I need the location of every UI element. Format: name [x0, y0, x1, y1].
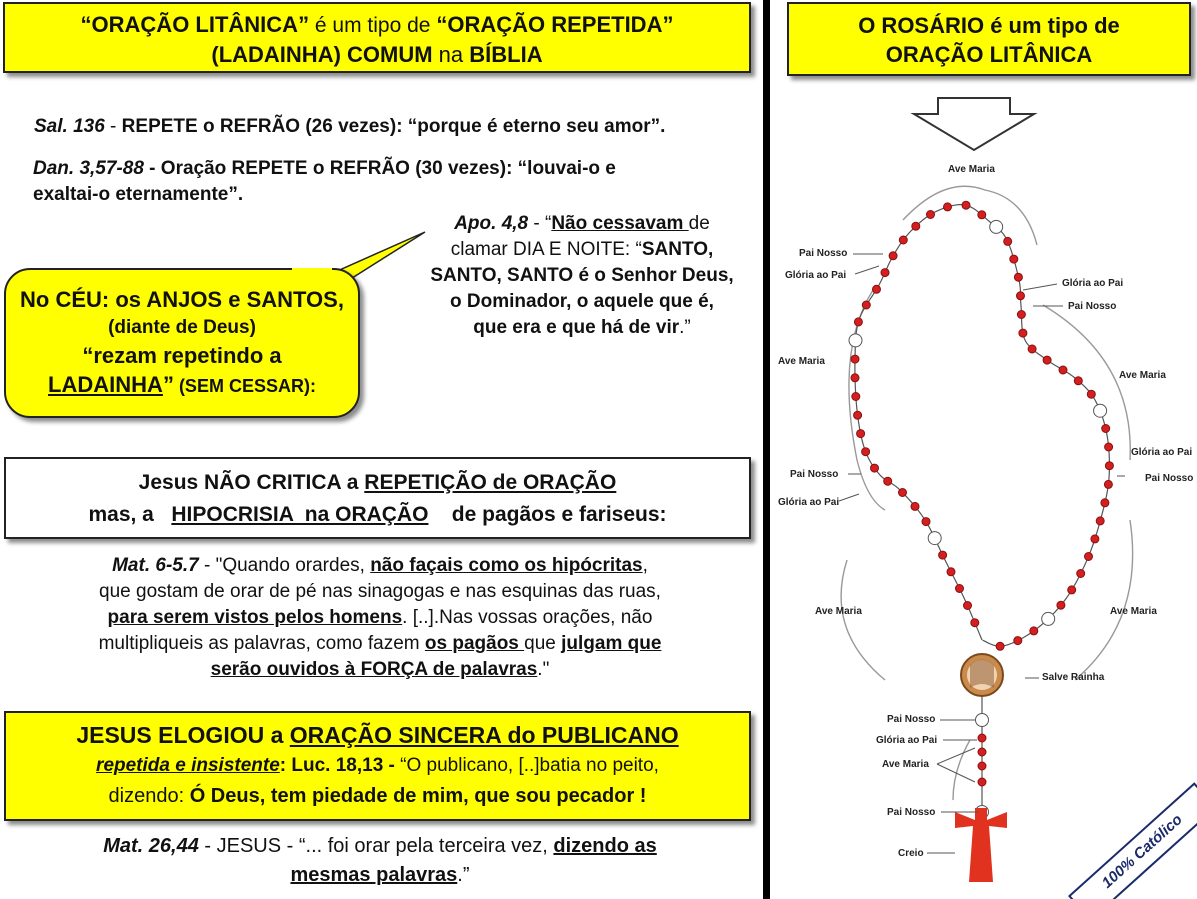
- bubble-seam: [292, 268, 332, 273]
- label-pai-stem2: Pai Nosso: [887, 807, 936, 818]
- header-left-box: [3, 2, 751, 73]
- mat26-verse: Mat. 26,44 - JESUS - “... foi orar pela terceira vez, dizendo as mesmas palavras.”: [103, 835, 657, 886]
- column-divider: [763, 0, 770, 899]
- header-left-line2: (LADAINHA) COMUM na BÍBLIA: [211, 42, 543, 67]
- header-right-box: O ROSÁRIO é um tipo de ORAÇÃO LITÂNICA: [787, 2, 1191, 76]
- ceu-bubble: No CÉU: os ANJOS e SANTOS, (diante de Deus) “rezam repetindo a LADAINHA” (SEM CESSAR):: [4, 268, 360, 418]
- label-gloria-right1: Glória ao Pai: [1062, 278, 1124, 289]
- label-pai-right2: Pai Nosso: [1145, 473, 1194, 484]
- label-ave-right1: Ave Maria: [1119, 370, 1166, 381]
- label-salve: Salve Rainha: [1042, 672, 1105, 683]
- label-pai-right1: Pai Nosso: [1068, 301, 1117, 312]
- label-ave-stem: Ave Maria: [882, 759, 929, 770]
- label-leader-lines: [775, 160, 1197, 899]
- label-gloria-left2: Glória ao Pai: [778, 497, 840, 508]
- label-gloria-left1: Glória ao Pai: [785, 270, 847, 281]
- down-arrow-icon: [910, 96, 1038, 152]
- label-ave-right2: Ave Maria: [1110, 606, 1157, 617]
- label-ave-top: Ave Maria: [948, 164, 995, 175]
- label-ave-left1: Ave Maria: [778, 356, 825, 367]
- header-left-line1: “ORAÇÃO LITÂNICA” é um tipo de “ORAÇÃO REPETIDA”: [80, 12, 674, 37]
- label-gloria-stem: Glória ao Pai: [876, 735, 938, 746]
- label-pai-left2: Pai Nosso: [790, 469, 839, 480]
- jesus-critica-box: Jesus NÃO CRITICA a REPETIÇÃO de ORAÇÃO mas, a HIPOCRISIA na ORAÇÃO de pagãos e fariseus:: [4, 457, 751, 539]
- label-pai-stem1: Pai Nosso: [887, 714, 936, 725]
- label-pai-left1: Pai Nosso: [799, 248, 848, 259]
- label-gloria-right2: Glória ao Pai: [1131, 447, 1193, 458]
- sal-136-verse: Sal. 136 - REPETE o REFRÃO (26 vezes): “porque é eterno seu amor”.: [34, 116, 666, 137]
- dan-verse: Dan. 3,57-88 - Oração REPETE o REFRÃO (30 vezes): “louvai-o e exaltai-o eternamente”.: [33, 158, 616, 205]
- label-creio: Creio: [898, 848, 924, 859]
- catholic-stamp: 100% Católico: [1068, 782, 1197, 899]
- publicano-box: JESUS ELOGIOU a ORAÇÃO SINCERA do PUBLICANO repetida e insistente: Luc. 18,13 - “O publicano, [..]batia no peito, dizendo: Ó Deus, tem piedade de mim, que sou pecador !: [4, 711, 751, 821]
- mat6-verse: Mat. 6-5.7 - "Quando orardes, não façais como os hipócritas, que gostam de orar de pé nas sinagogas e nas esquinas das ruas, para serem vistos pelos homens. [..].Nas vossas orações, não multipliqueis as palavras, como fazem os pagãos que julgam que serão ouvidos à FORÇA de palavras.": [98, 555, 662, 680]
- leader-lines-group: [839, 254, 1125, 853]
- label-ave-left2: Ave Maria: [815, 606, 862, 617]
- apo-verse: Apo. 4,8 - “Não cessavam de clamar DIA E NOITE: “SANTO, SANTO, SANTO é o Senhor Deus, o Dominador, o aquele que é, que era e que há de vir.”: [430, 213, 734, 338]
